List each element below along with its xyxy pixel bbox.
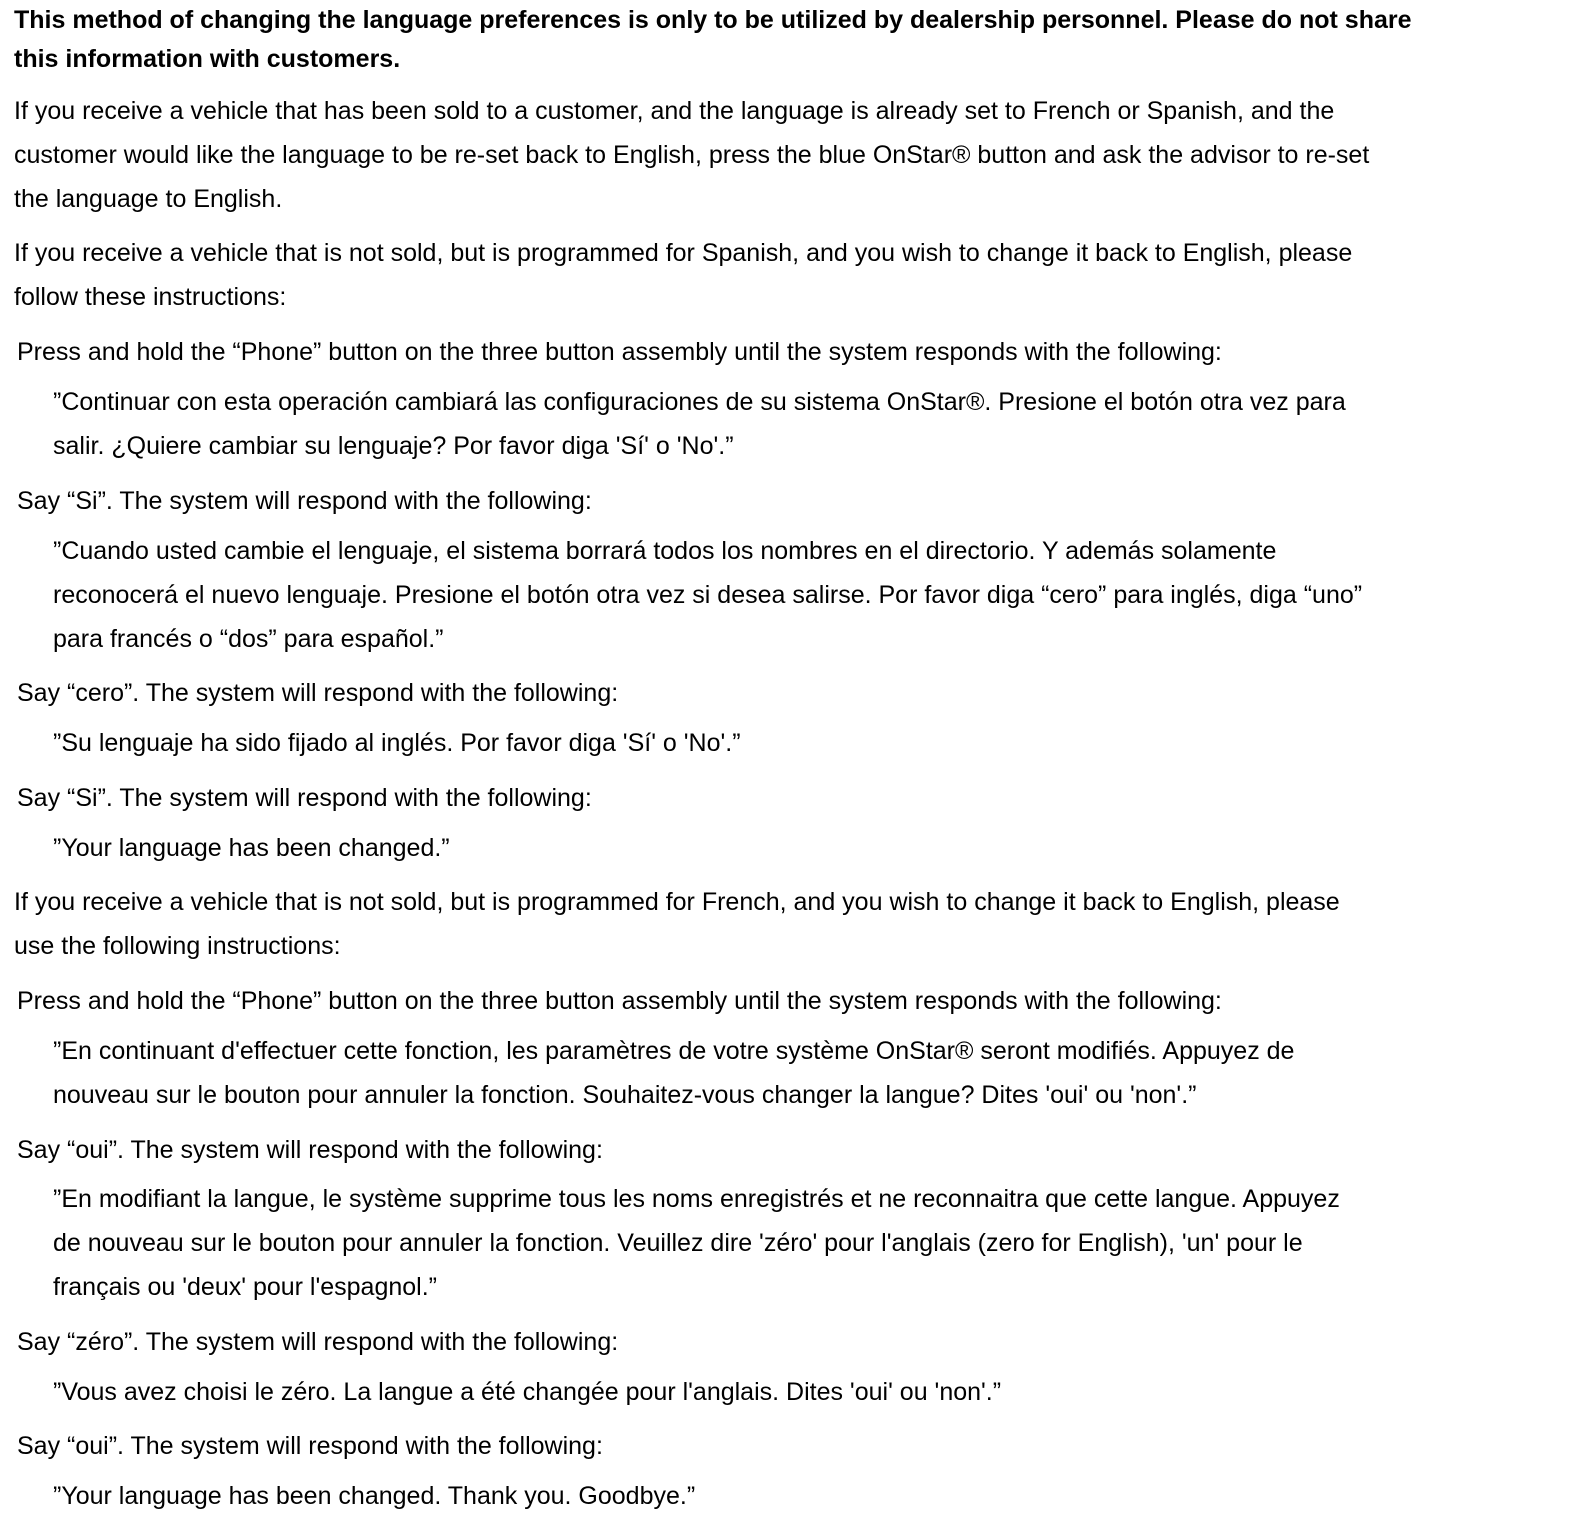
french-response-4-line-1: ”Your language has been changed. Thank you. Goodbye.”	[53, 1482, 696, 1510]
french-step-4: Say “oui”. The system will respond with the following:	[17, 1432, 603, 1460]
spanish-response-2-line-2: reconocerá el nuevo lenguaje. Presione el botón otra vez si desea salirse. Por favor diga “cero” para inglés, diga “uno”	[53, 581, 1363, 609]
french-response-2-line-2: de nouveau sur le bouton pour annuler la fonction. Veuillez dire 'zéro' pour l'anglais (zero for English), 'un' pour le	[53, 1229, 1303, 1257]
spanish-step-2: Say “Si”. The system will respond with the following:	[17, 487, 592, 515]
french-response-1-line-1: ”En continuant d'effectuer cette fonction, les paramètres de votre système OnStar® seront modifiés. Appuyez de	[53, 1037, 1295, 1065]
spanish-response-1-line-2: salir. ¿Quiere cambiar su lenguaje? Por favor diga 'Sí' o 'No'.”	[53, 432, 734, 460]
intro-sold-line-3: the language to English.	[14, 185, 283, 213]
spanish-intro-line-1: If you receive a vehicle that is not sold, but is programmed for Spanish, and you wish to change it back to English, please	[14, 239, 1353, 267]
spanish-step-1: Press and hold the “Phone” button on the three button assembly until the system responds with the following:	[17, 338, 1222, 366]
french-step-2: Say “oui”. The system will respond with the following:	[17, 1136, 603, 1164]
warning-line-2: this information with customers.	[14, 45, 401, 73]
intro-sold-line-1: If you receive a vehicle that has been sold to a customer, and the language is already set to French or Spanish, and the	[14, 97, 1335, 125]
french-response-3-line-1: ”Vous avez choisi le zéro. La langue a été changée pour l'anglais. Dites 'oui' ou 'non'.”	[53, 1378, 1002, 1406]
french-step-3: Say “zéro”. The system will respond with the following:	[17, 1328, 619, 1356]
spanish-response-2-line-1: ”Cuando usted cambie el lenguaje, el sistema borrará todos los nombres en el directorio. Y además solamente	[53, 537, 1277, 565]
french-intro-line-2: use the following instructions:	[14, 932, 341, 960]
french-response-2-line-1: ”En modifiant la langue, le système supprime tous les noms enregistrés et ne reconnaitra que cette langue. Appuyez	[53, 1185, 1340, 1213]
spanish-response-3-line-1: ”Su lenguaje ha sido fijado al inglés. Por favor diga 'Sí' o 'No'.”	[53, 729, 741, 757]
french-response-2-line-3: français ou 'deux' pour l'espagnol.”	[53, 1273, 437, 1301]
french-step-1: Press and hold the “Phone” button on the three button assembly until the system responds with the following:	[17, 987, 1222, 1015]
spanish-response-1-line-1: ”Continuar con esta operación cambiará las configuraciones de su sistema OnStar®. Presione el botón otra vez para	[53, 388, 1346, 416]
french-intro-line-1: If you receive a vehicle that is not sold, but is programmed for French, and you wish to change it back to English, please	[14, 888, 1340, 916]
spanish-step-3: Say “cero”. The system will respond with the following:	[17, 679, 619, 707]
spanish-intro-line-2: follow these instructions:	[14, 283, 287, 311]
intro-sold-line-2: customer would like the language to be re-set back to English, press the blue OnStar® button and ask the advisor to re-set	[14, 141, 1370, 169]
warning-line-1: This method of changing the language preferences is only to be utilized by dealership personnel. Please do not share	[14, 6, 1412, 34]
spanish-response-4-line-1: ”Your language has been changed.”	[53, 834, 450, 862]
spanish-response-2-line-3: para francés o “dos” para español.”	[53, 625, 444, 653]
french-response-1-line-2: nouveau sur le bouton pour annuler la fonction. Souhaitez-vous changer la langue? Dites 'oui' ou 'non'.”	[53, 1081, 1197, 1109]
spanish-step-4: Say “Si”. The system will respond with the following:	[17, 784, 592, 812]
